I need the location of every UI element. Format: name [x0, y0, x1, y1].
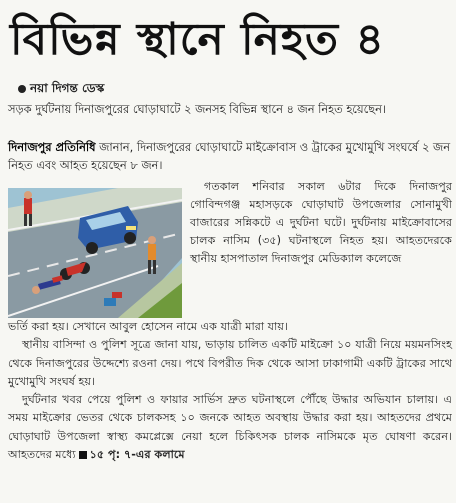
continuation-note[interactable] — [76, 448, 185, 461]
byline-text: জানান, দিনাজপুরের ঘোড়াঘাটে মাইক্রোবাস ও ট্রাকের মুখোমুখি সংঘর্ষে ২ জন নিহত এবং আহত হয়েছেন ৮ জন। — [8, 140, 450, 172]
desk-credit — [18, 80, 104, 96]
paragraph-sources: স্থানীয় বাসিন্দা ও পুলিশ সূত্রে জানা যায়, ভাড়ায় চালিত একটি মাইক্রো ১০ যাত্রী নিয়ে ময়মনসিংহ থেকে দিনাজপুরের উদ্দেশ্যে রওনা দেয়। পথে বিপরীত দিক থেকে আসা ঢাকাগামী একটি ট্রাকের সাথে মুখোমুখি সংঘর্ষ হয়। — [8, 338, 452, 388]
byline: দিনাজপুর প্রতিনিধি — [8, 140, 96, 154]
square-icon — [79, 451, 87, 459]
lead-paragraph: সড়ক দুর্ঘটনায় দিনাজপুরের ঘোড়াঘাটে ২ জনসহ বিভিন্ন স্থানে ৪ জন নিহত হয়েছেন। — [8, 102, 386, 116]
desk-label: নয়া দিগন্ত ডেস্ক — [30, 81, 105, 95]
road-accident-illustration — [8, 188, 182, 318]
paragraph-rescue — [8, 391, 452, 464]
wrap-paragraph-text: গতকাল শনিবার সকাল ৬টার দিকে দিনাজপুর গোবিন্দগঞ্জ মহাসড়কে ঘোড়াঘাট উপজেলার সোনামুখী বাজারের সন্নিকটে এ দুর্ঘটনা ঘটে। দুর্ঘটনায় মাইক্রোবাসের চালক নাসিম (৩৫) ঘটনাস্থলে নিহত হয়। আহতদেরকে স্থানীয় হাসপাতাল দিনাজপুর মেডিক্যাল কলেজে — [190, 180, 452, 265]
paragraph-rescue-text: দুর্ঘটনার খবর পেয়ে পুলিশ ও ফায়ার সার্ভিস দ্রুত ঘটনাস্থলে পৌঁছে উদ্ধার অভিযান চালায়। এ সময় মাইক্রোর ভেতর থেকে চালকসহ ১০ জনকে আহত অবস্থায় উদ্ধার করা হয়। আহতদের প্রথমে ঘোড়াঘাট উপজেলা স্বাস্থ্য কমপ্লেক্সে নেয়া হলে চিকিৎসক চালক নাসিমকে মৃত ঘোষণা করেন। আহতদের মধ্যে — [8, 393, 452, 462]
bullet-icon — [18, 85, 26, 93]
wrap-paragraph — [190, 178, 452, 268]
headline: বিভিন্ন স্থানে নিহত ৪ — [10, 14, 385, 65]
article-body — [8, 318, 452, 464]
byline-paragraph — [8, 138, 450, 174]
continuation-label: ১৫ পৃ: ৭-এর কলামে — [89, 448, 185, 462]
continued-text: ভর্তি করা হয়। সেখানে আবুল হোসেন নামে এক যাত্রী মারা যায়। — [8, 320, 288, 333]
